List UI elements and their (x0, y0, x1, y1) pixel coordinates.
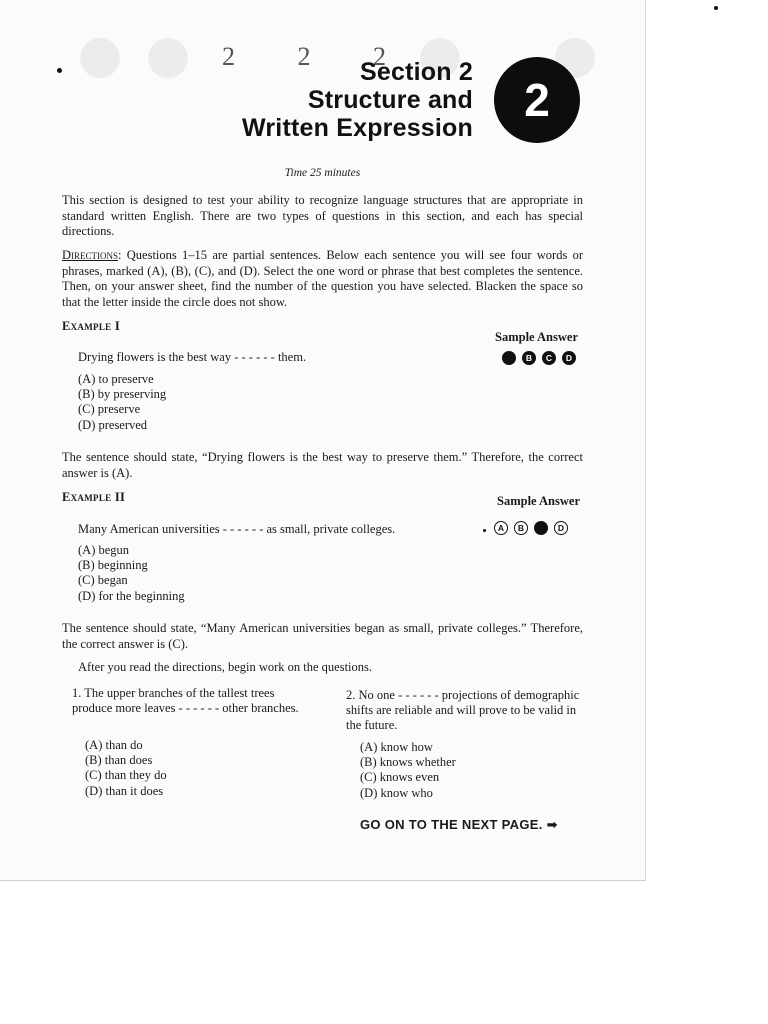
example-1-sample-answer-label: Sample Answer (495, 330, 578, 344)
go-on-to-next-page (360, 817, 558, 833)
question-2-stem: 2. No one - - - - - - projections of demographic shifts are reliable and will prove to be valid in the future. (346, 688, 580, 733)
example-2-label: Example II (62, 490, 126, 504)
bleed-through-circle (80, 38, 120, 78)
option-b: (B) than does (85, 753, 153, 768)
option-b: (B) by preserving (78, 387, 167, 402)
margin-dot (57, 68, 62, 73)
answer-bubble-d: D (562, 351, 576, 365)
example-2-options (78, 543, 185, 604)
answer-bubble-c: C (542, 351, 556, 365)
example-1-answer-bubbles (502, 351, 576, 365)
directions-label: Directions (62, 248, 119, 262)
question-1-stem: 1. The upper branches of the tallest trees produce more leaves - - - - - - other branches. (72, 686, 299, 716)
answer-bubble-a: A (502, 351, 516, 365)
option-b: (B) knows whether (360, 755, 456, 770)
stray-dot (483, 529, 486, 532)
section-title-line2: Written Expression (242, 114, 473, 142)
example-1-options (78, 372, 166, 433)
example-2-explanation: The sentence should state, “Many American universities began as small, private colleges.” Therefore, the correct answer is (C). (62, 621, 583, 651)
option-c: (C) preserve (78, 402, 141, 417)
section-title-line1: Structure and (307, 86, 473, 114)
option-c: (C) began (78, 573, 128, 588)
example-2-answer-bubbles (494, 521, 568, 535)
bleed-through-circle (148, 38, 188, 78)
option-a: (A) than do (85, 738, 143, 752)
time-limit: Time 25 minutes (284, 167, 361, 179)
answer-bubble-d: D (554, 521, 568, 535)
option-d: (D) for the beginning (78, 588, 185, 603)
option-d: (D) know who (360, 785, 433, 800)
option-c: (C) knows even (360, 770, 440, 785)
option-a: (A) begun (78, 543, 130, 557)
header-decoration: 2 2 2 (222, 42, 414, 71)
option-a: (A) to preserve (78, 372, 154, 386)
example-2-sample-answer-label: Sample Answer (497, 494, 580, 508)
answer-bubble-c: C (534, 521, 548, 535)
example-1-explanation: The sentence should state, “Drying flowers is the best way to preserve them.” Therefore, the correct answer is (A). (62, 450, 583, 480)
example-1-sentence: Drying flowers is the best way - - - - - - them. (78, 350, 307, 364)
intro-paragraph: This section is designed to test your ability to recognize language structures that are appropriate in standard written English. There are two types of questions in this section, and each has special directions. (62, 193, 583, 238)
option-b: (B) beginning (78, 558, 148, 573)
example-2-sentence: Many American universities - - - - - - as small, private colleges. (78, 522, 396, 536)
arrow-right-icon: ➡ (546, 817, 558, 832)
directions-text: : Questions 1–15 are partial sentences. Below each sentence you will see four words or phrases, marked (A), (B), (C), and (D). Select the one word or phrase that best completes the sentence. Then, on your answer sheet, find the number of the question you have selected. Blacken the space so that the letter inside the circle does not show. (62, 248, 583, 309)
corner-dot (714, 6, 718, 10)
next-page-label: GO ON TO THE NEXT PAGE. (360, 817, 543, 832)
example-1-label: Example I (62, 319, 121, 333)
answer-bubble-b: B (522, 351, 536, 365)
section-number-badge: 2 (494, 57, 580, 143)
directions-paragraph (62, 248, 583, 310)
answer-bubble-b: B (514, 521, 528, 535)
section-label: Section 2 (360, 58, 473, 86)
answer-bubble-a: A (494, 521, 508, 535)
option-a: (A) know how (360, 740, 433, 754)
question-1-options (85, 738, 167, 799)
option-d: (D) than it does (85, 783, 164, 798)
option-d: (D) preserved (78, 417, 148, 432)
question-2-options (360, 740, 456, 801)
begin-instruction: After you read the directions, begin work on the questions. (78, 660, 373, 674)
option-c: (C) than they do (85, 768, 167, 783)
